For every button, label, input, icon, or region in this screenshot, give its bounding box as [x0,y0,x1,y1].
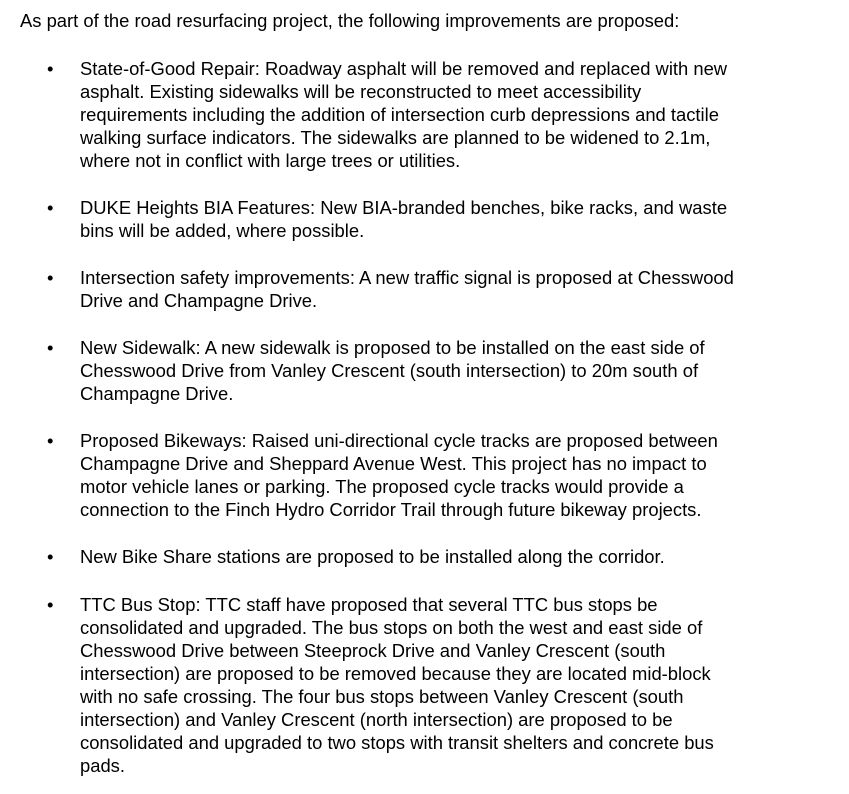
text-line: Champagne Drive. [80,383,234,404]
text-line: consolidated and upgraded to two stops with transit shelters and concrete bus [80,732,714,753]
text-line: consolidated and upgraded. The bus stops on both the west and east side of [80,617,703,638]
list-item-text [80,593,840,777]
bullet-icon: • [47,337,54,358]
list-item-text [80,429,840,521]
text-line: Intersection safety improvements: A new traffic signal is proposed at Chesswood [80,267,734,288]
text-line: Champagne Drive and Sheppard Avenue West. This project has no impact to [80,453,707,474]
bullet-icon: • [47,546,54,567]
text-line: where not in conflict with large trees or utilities. [80,150,461,171]
text-line: DUKE Heights BIA Features: New BIA-branded benches, bike racks, and waste [80,197,728,218]
text-line: Drive and Champagne Drive. [80,290,318,311]
text-line: State-of-Good Repair: Roadway asphalt will be removed and replaced with new [80,58,728,79]
text-line: TTC Bus Stop: TTC staff have proposed that several TTC bus stops be [80,594,658,615]
list-item-text [80,57,840,172]
text-line: New Sidewalk: A new sidewalk is proposed to be installed on the east side of [80,337,705,358]
text-line: motor vehicle lanes or parking. The proposed cycle tracks would provide a [80,476,684,497]
bullet-icon: • [47,594,54,615]
text-line: intersection) are proposed to be removed because they are located mid-block [80,663,711,684]
text-line: Chesswood Drive between Steeprock Drive and Vanley Crescent (south [80,640,666,661]
text-line: bins will be added, where possible. [80,220,365,241]
text-line: with no safe crossing. The four bus stops between Vanley Crescent (south [80,686,684,707]
text-line: New Bike Share stations are proposed to be installed along the corridor. [80,546,665,567]
bullet-icon: • [47,58,54,79]
bullet-icon: • [47,267,54,288]
text-line: intersection) and Vanley Crescent (north intersection) are proposed to be [80,709,673,730]
list-item-text [80,545,840,568]
text-line: Chesswood Drive from Vanley Crescent (south intersection) to 20m south of [80,360,699,381]
text-line: asphalt. Existing sidewalks will be reconstructed to meet accessibility [80,81,642,102]
bullet-icon: • [47,197,54,218]
list-item-text [80,336,840,405]
list-item-text [80,266,840,312]
bullet-icon: • [47,430,54,451]
text-line: requirements including the addition of intersection curb depressions and tactile [80,104,719,125]
text-line: connection to the Finch Hydro Corridor Trail through future bikeway projects. [80,499,702,520]
text-line: Proposed Bikeways: Raised uni-directional cycle tracks are proposed between [80,430,718,451]
text-line: pads. [80,755,125,776]
text-line: walking surface indicators. The sidewalks are planned to be widened to 2.1m, [80,127,711,148]
list-item-text [80,196,840,242]
intro-paragraph: As part of the road resurfacing project, the following improvements are proposed: [20,10,680,31]
